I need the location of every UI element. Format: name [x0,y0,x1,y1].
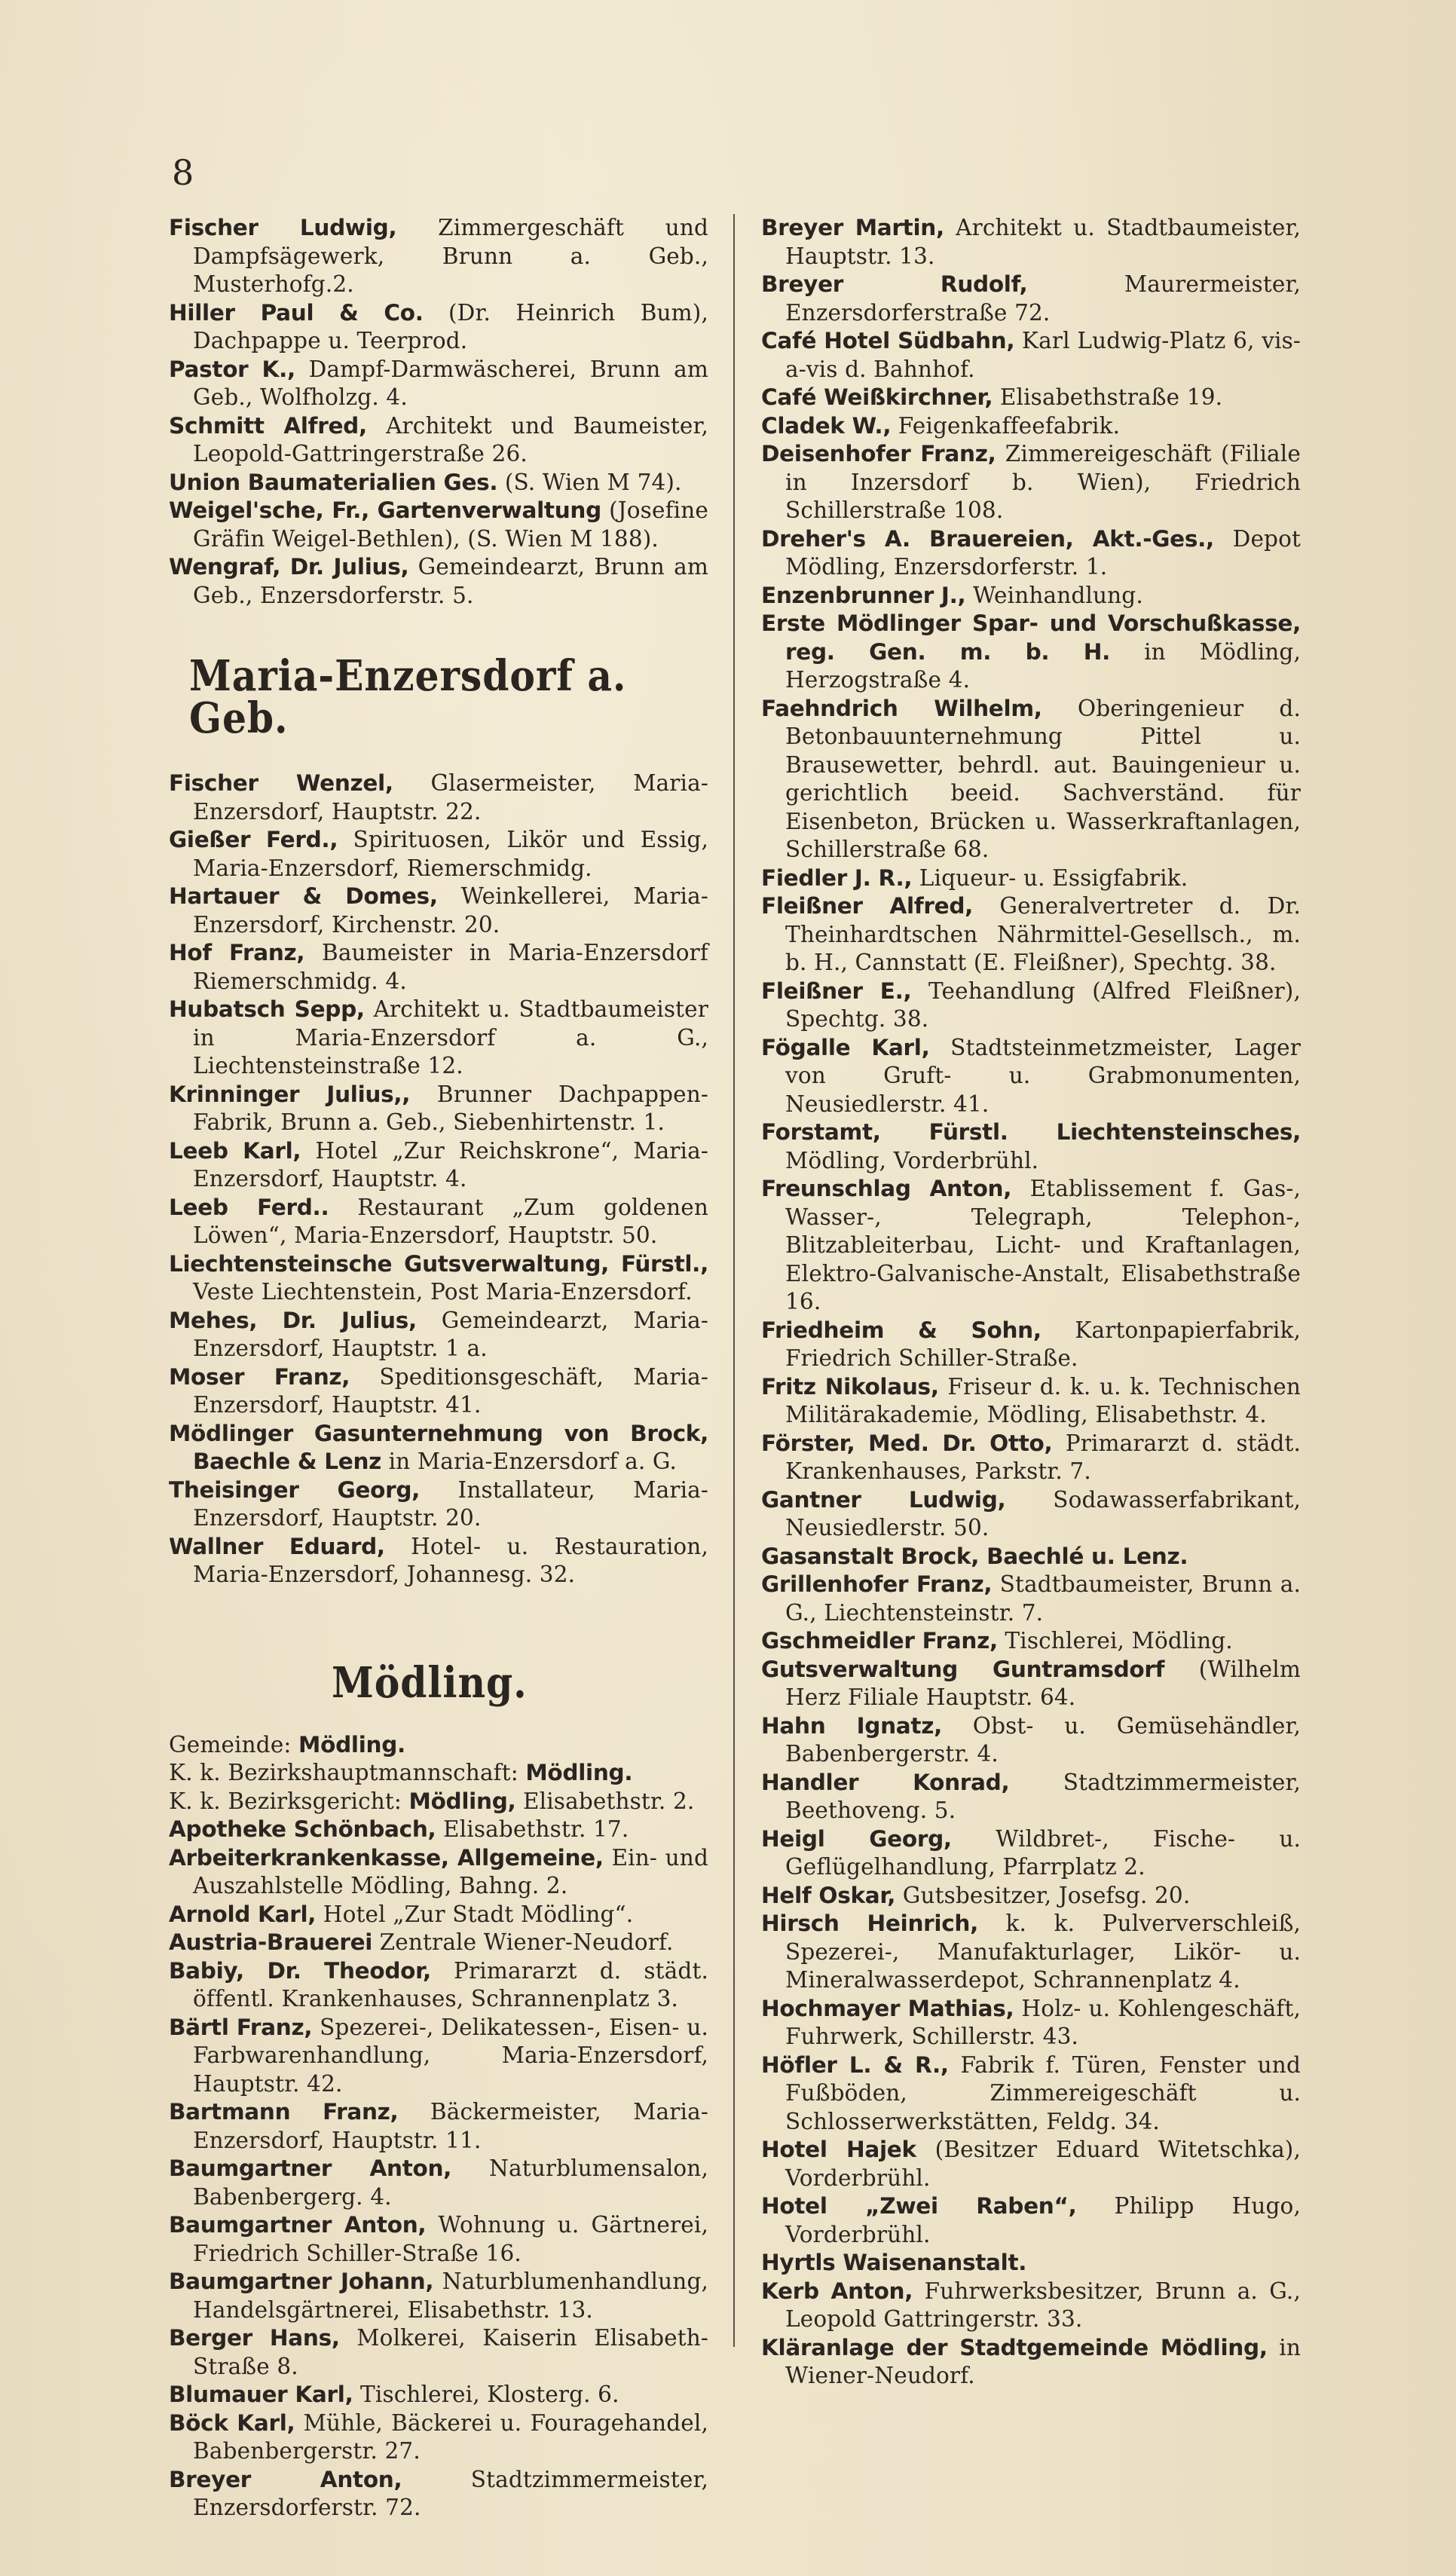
list-item [761,1627,1301,1656]
entry-name: Faehndrich Wilhelm, [761,695,1042,721]
list-item [761,2249,1301,2278]
right-column [761,214,1301,2391]
entry-details: Mödling, Vorderbrühl. [785,1147,1039,1173]
list-item [761,1118,1301,1175]
entry-details: Kartonpapierfabrik, Friedrich Schiller-Straße. [785,1317,1301,1371]
entry-name: Grillenhofer Franz, [761,1571,993,1597]
entry-name: Fleißner Alfred, [761,893,974,919]
entry-name: Café Hotel Südbahn, [761,328,1015,353]
entry-details: Architekt u. Stadtbaumeister, Hauptstr. 13. [785,215,1301,269]
list-item [761,864,1301,893]
list-item [169,1844,708,1901]
entry-name: Cladek W., [761,412,892,439]
list-item [169,553,708,610]
entry-details: Dampf-Darmwäscherei, Brunn am Geb., Wolfholzg. 4. [193,356,708,410]
list-item [169,412,708,469]
list-item [761,2051,1301,2137]
entry-details: Obst- u. Gemüsehändler, Babenbergerstr. 4. [785,1712,1301,1767]
list-item [169,497,708,553]
entry-details: Mühle, Bäckerei u. Fouragehandel, Babenbergerstr. 27. [193,2409,708,2464]
entry-name: Austria-Brauerei [169,1929,373,1955]
entry-details: Gemeindearzt, Brunn am Geb., Enzersdorferstr. 5. [193,554,708,608]
authority-label: K. k. Bezirkshauptmannschaft: [169,1760,526,1785]
list-item [169,2381,708,2409]
page-number: 8 [172,152,194,193]
entry-details: (Besitzer Eduard Witetschka), Vorderbrühl. [785,2137,1301,2191]
entry-name: Wallner Eduard, [169,1533,385,1559]
entry-name: Berger Hans, [169,2325,340,2351]
entry-details: Oberingenieur d. Betonbauunternehmung Pittel u. Brausewetter, behrdl. aut. Bauingenieur u. gerichtlich beeid. Sachverständ. für Eisenbeton, Brücken u. Wasserkraftanlagen, Schillerstraße 68. [785,695,1301,862]
entry-name: Breyer Rudolf, [761,271,1028,297]
entry-details: Speditionsgeschäft, Maria-Enzersdorf, Hauptstr. 41. [193,1363,708,1418]
list-item [761,327,1301,384]
entry-details: in Maria-Enzersdorf a. G. [381,1449,678,1474]
entry-details: Hotel „Zur Stadt Mödling“. [316,1901,634,1927]
entry-details: Installateur, Maria-Enzersdorf, Hauptstr. 20. [193,1476,709,1531]
list-item [169,1901,708,1929]
list-item [169,2324,708,2381]
list-item [761,1769,1301,1825]
column-divider [733,214,735,2347]
entry-name: Liechtensteinsche Gutsverwaltung, Fürstl., [169,1250,708,1277]
list-item [169,214,708,299]
list-item [169,769,708,826]
authority-line [169,1731,708,1760]
list-item [761,892,1301,977]
entry-name: Hyrtls Waisenanstalt. [761,2250,1027,2275]
entry-name: Baumgartner Johann, [169,2269,434,2294]
list-item [169,2466,708,2522]
list-item [169,2014,708,2099]
list-item [169,1420,708,1476]
list-item [169,1957,708,2014]
entry-details: Weinhandlung. [965,582,1143,608]
list-item [761,440,1301,525]
entry-details: Hotel- u. Restauration, Maria-Enzersdorf, Johannesg. 32. [193,1533,708,1587]
list-item [169,826,708,883]
entry-name: Kerb Anton, [761,2278,913,2304]
entry-details: Feigenkaffeefabrik. [891,412,1121,439]
list-item [761,214,1301,271]
entry-details: Primararzt d. städt. Krankenhauses, Parkstr. 7. [785,1430,1301,1484]
entry-name: Hochmayer Mathias, [761,1995,1014,2021]
list-item [169,2268,708,2324]
list-item [169,1929,708,1957]
list-item [761,1571,1301,1627]
list-item [169,2098,708,2155]
entry-details: Spezerei-, Delikatessen-, Eisen- u. Farbwarenhandlung, Maria-Enzersdorf, Hauptstr. 42. [193,2014,709,2097]
entry-details: (Josefine Gräfin Weigel-Bethlen), (S. Wien M 188). [193,497,708,552]
entry-name: Café Weißkirchner, [761,384,993,410]
entry-name: Fögalle Karl, [761,1034,930,1060]
entry-details: Wildbret-, Fische- u. Geflügelhandlung, Pfarrplatz 2. [785,1825,1302,1880]
list-item [761,1034,1301,1119]
entry-details: (S. Wien M 74). [497,469,682,495]
list-item [761,1430,1301,1486]
section-title-moedling: Mödling. [332,1657,528,1708]
entry-details: Architekt u. Stadtbaumeister in Maria-Enzersdorf a. G., Liechtensteinstraße 12. [193,996,708,1078]
intro-entries [169,214,708,610]
list-item [169,1081,708,1137]
authority-label: Gemeinde: [169,1731,299,1758]
authority-address: Elisabethstr. 2. [515,1788,695,1814]
entry-name: Deisenhofer Franz, [761,441,996,467]
entry-details: Fuhrwerksbesitzer, Brunn a. G., Leopold Gattringerstr. 33. [785,2278,1301,2332]
entry-name: Höfler L. & R., [761,2051,949,2078]
entry-name: Hartauer & Domes, [169,883,438,909]
entry-details: Zimmergeschäft und Dampfsägewerk, Brunn a. Geb., Musterhofg.2. [193,215,708,297]
list-item [169,1476,708,1533]
list-item [761,695,1301,864]
entry-details: (Dr. Heinrich Bum), Dachpappe u. Teerprod. [193,299,708,353]
entry-details: Elisabethstr. 17. [436,1816,629,1842]
entry-details: Ein- und Auszahlstelle Mödling, Bahng. 2. [193,1844,708,1898]
entry-name: Blumauer Karl, [169,2382,353,2407]
entry-details: Bäckermeister, Maria-Enzersdorf, Hauptstr. 11. [193,2099,708,2153]
list-item [761,977,1301,1034]
entry-name: Schmitt Alfred, [169,412,367,439]
authority-label: K. k. Bezirksgericht: [169,1788,409,1814]
list-item [169,1307,708,1363]
entry-name: Forstamt, Fürstl. Liechtensteinsches, [761,1119,1301,1145]
list-item [761,582,1301,610]
entry-name: Fischer Wenzel, [169,770,393,796]
authority-place: Mödling, [408,1788,516,1814]
list-item [761,1656,1301,1712]
entry-name: Gantner Ludwig, [761,1486,1006,1513]
entry-name: Friedheim & Sohn, [761,1317,1042,1343]
entry-details: Architekt und Baumeister, Leopold-Gattringerstraße 26. [193,412,709,467]
entry-name: Gießer Ferd., [169,827,338,852]
authority-place: Mödling. [298,1731,405,1758]
entry-details: Stadtsteinmetzmeister, Lager von Gruft- u. Grabmonumenten, Neusiedlerstr. 41. [785,1034,1302,1117]
list-item [169,356,708,412]
entry-name: Hiller Paul & Co. [169,299,424,326]
list-item [761,1317,1301,1373]
entry-details: Friseur d. k. u. k. Technischen Militärakademie, Mödling, Elisabethstr. 4. [785,1373,1302,1427]
entry-name: Theisinger Georg, [169,1476,421,1503]
entry-name: Heigl Georg, [761,1825,952,1852]
entry-details: Tischlerei, Klosterg. 6. [353,2382,619,2407]
entry-details: Maurermeister, Enzersdorferstraße 72. [785,271,1301,326]
entry-details: Brunner Dachpappen-Fabrik, Brunn a. Geb., Siebenhirtenstr. 1. [193,1081,708,1135]
entry-details: Generalvertreter d. Dr. Theinhardtschen Nährmittel-Gesellsch., m. b. H., Cannstatt (E. Fleißner), Spechtg. 38. [785,893,1301,975]
list-item [761,1910,1301,1995]
list-item [169,1533,708,1589]
entry-details: Zentrale Wiener-Neudorf. [372,1929,674,1955]
entry-name: Fiedler J. R., [761,864,913,891]
entry-details: Gutsbesitzer, Josefsg. 20. [895,1882,1191,1908]
entry-name: Arnold Karl, [169,1901,317,1927]
entry-name: Breyer Anton, [169,2466,402,2492]
list-item [761,1825,1301,1882]
entry-details: Glasermeister, Maria-Enzersdorf, Hauptstr. 22. [193,770,708,825]
entry-name: Hirsch Heinrich, [761,1911,979,1936]
entry-details: Molkerei, Kaiserin Elisabeth-Straße 8. [193,2325,709,2379]
entry-name: Fritz Nikolaus, [761,1373,939,1400]
entry-name: Baumgartner Anton, [169,2212,427,2238]
list-item [169,299,708,356]
entry-details: Stadtzimmermeister, Beethoveng. 5. [785,1769,1302,1823]
entry-name: Apotheke Schönbach, [169,1816,436,1842]
entry-name: Gschmeidler Franz, [761,1628,998,1654]
entry-details: in Wiener-Neudorf. [785,2334,1301,2388]
entry-name: Hof Franz, [169,940,305,965]
list-item [761,271,1301,327]
authority-place: Mödling. [525,1760,633,1785]
list-item [169,939,708,996]
entry-name: Union Baumaterialien Ges. [169,469,498,495]
entry-details: Veste Liechtenstein, Post Maria-Enzersdorf. [193,1279,693,1305]
entry-details: Hotel „Zur Reichskrone“, Maria-Enzersdorf, Hauptstr. 4. [193,1137,708,1192]
entry-details: Karl Ludwig-Platz 6, vis-a-vis d. Bahnhof. [785,328,1301,382]
entry-name: Arbeiterkrankenkasse, Allgemeine, [169,1844,604,1871]
entry-name: Breyer Martin, [761,215,944,240]
list-item [169,469,708,497]
list-item [761,1486,1301,1543]
entry-name: Krinninger Julius,, [169,1081,411,1107]
list-item [761,2278,1301,2334]
authority-line [169,1759,708,1788]
entry-details: Gemeindearzt, Maria-Enzersdorf, Hauptstr. 1 a. [193,1307,708,1361]
entry-name: Hotel Hajek [761,2137,916,2162]
entry-details: Spirituosen, Likör und Essig, Maria-Enzersdorf, Riemerschmidg. [193,827,708,881]
entry-name: Baumgartner Anton, [169,2155,452,2181]
list-item [169,1250,708,1307]
authority-line [169,1788,708,1816]
list-item [169,2409,708,2466]
entry-name: Pastor K., [169,356,295,382]
list-item [761,1175,1301,1317]
entry-details: Wohnung u. Gärtnerei, Friedrich Schiller-Straße 16. [193,2212,708,2266]
list-item [761,412,1301,441]
entry-details: Fabrik f. Türen, Fenster und Fußböden, Zimmereigeschäft u. Schlosserwerkstätten, Feldg. 34. [785,2051,1301,2134]
entry-details: Naturblumenhandlung, Handelsgärtnerei, Elisabethstr. 13. [193,2269,708,2323]
list-item [169,996,708,1081]
entry-name: Dreher's A. Brauereien, Akt.-Ges., [761,525,1214,552]
entry-details: Stadtzimmermeister, Enzersdorferstr. 72. [193,2466,709,2520]
entry-details: Philipp Hugo, Vorderbrühl. [785,2193,1301,2247]
entry-details: (Wilhelm Herz Filiale Hauptstr. 64. [785,1656,1301,1710]
entry-name: Weigel'sche, Fr., Gartenverwaltung [169,497,601,523]
entry-name: Helf Oskar, [761,1882,896,1908]
entry-name: Babiy, Dr. Theodor, [169,1957,431,1984]
list-item [169,2211,708,2268]
entry-name: Gasanstalt Brock, Baechlé u. Lenz. [761,1543,1188,1569]
entry-name: Kläranlage der Stadtgemeinde Mödling, [761,2334,1268,2360]
entry-name: Moser Franz, [169,1363,350,1390]
entry-details: Etablissement f. Gas-, Wasser-, Telegraph, Telephon-, Blitzableiterbau, Licht- und Kraftanlagen, Elektro-Galvanische-Anstalt, Elisabethstraße 16. [785,1176,1301,1314]
entry-details: Weinkellerei, Maria-Enzersdorf, Kirchenstr. 20. [193,883,708,938]
list-item [169,1194,708,1250]
entry-name: Erste Mödlinger Spar- und Vorschußkasse, reg. Gen. m. b. H. [761,610,1301,665]
list-item [761,2136,1301,2192]
list-item [761,525,1301,582]
list-item [761,2334,1301,2391]
entry-name: Fischer Ludwig, [169,215,397,240]
list-item [761,1882,1301,1911]
entry-name: Freunschlag Anton, [761,1176,1012,1201]
entry-details: in Mödling, Herzogstraße 4. [785,638,1301,693]
entry-details: k. k. Pulververschleiß, Spezerei-, Manufakturlager, Likör- u. Mineralwasserdepot, Schrannenplatz 4. [785,1911,1301,1993]
entry-name: Leeb Karl, [169,1137,301,1164]
entry-details: Teehandlung (Alfred Fleißner), Spechtg. 38. [785,977,1301,1032]
list-item [761,610,1301,695]
entry-details: Primararzt d. städt. öffentl. Krankenhauses, Schrannenplatz 3. [193,1957,708,2012]
entry-name: Fleißner E., [761,977,912,1004]
entry-details: Depot Mödling, Enzersdorferstr. 1. [785,525,1301,580]
entry-name: Mödlinger Gasunternehmung von Brock, Baechle & Lenz [169,1420,708,1474]
section-maria-enzersdorf-entries [169,769,708,1589]
list-item [761,1712,1301,1769]
entry-name: Hahn Ignatz, [761,1712,942,1739]
entry-details: Baumeister in Maria-Enzersdorf Riemerschmidg. 4. [193,940,708,994]
list-item [761,2192,1301,2249]
section-title-maria-enzersdorf: Maria-Enzersdorf a. Geb. [189,651,627,743]
entry-name: Bartmann Franz, [169,2099,399,2125]
entry-details: Restaurant „Zum goldenen Löwen“, Maria-Enzersdorf, Hauptstr. 50. [193,1194,708,1248]
entry-name: Handler Konrad, [761,1769,1010,1795]
entry-name: Leeb Ferd.. [169,1194,329,1220]
list-item [169,1816,708,1844]
list-item [169,1363,708,1420]
entry-details: Elisabethstraße 19. [993,384,1223,410]
list-item [761,1373,1301,1430]
entry-details: Tischlerei, Mödling. [997,1628,1233,1654]
list-item [761,1543,1301,1571]
left-column [169,214,708,2522]
entry-details: Holz- u. Kohlengeschäft, Fuhrwerk, Schillerstr. 43. [785,1995,1301,2049]
entry-details: Zimmereigeschäft (Filiale in Inzersdorf b. Wien), Friedrich Schillerstraße 108. [785,441,1301,523]
list-item [169,2155,708,2211]
list-item [169,1137,708,1194]
entry-name: Wengraf, Dr. Julius, [169,554,409,580]
entry-name: Bärtl Franz, [169,2014,313,2040]
section-moedling-entries [169,1816,708,2522]
entry-details: Sodawasserfabrikant, Neusiedlerstr. 50. [785,1486,1301,1540]
section-moedling-header [169,1731,708,1816]
entry-details: Naturblumensalon, Babenbergerg. 4. [193,2155,708,2210]
entry-details: Stadtbaumeister, Brunn a. G., Liechtensteinstr. 7. [785,1571,1301,1626]
entry-name: Böck Karl, [169,2409,295,2436]
entry-name: Hubatsch Sepp, [169,996,365,1022]
entry-name: Förster, Med. Dr. Otto, [761,1430,1053,1456]
list-item [169,883,708,939]
entry-name: Enzenbrunner J., [761,582,966,608]
list-item [761,384,1301,412]
entry-details: Liqueur- u. Essigfabrik. [912,864,1188,891]
entry-name: Hotel „Zwei Raben“, [761,2193,1077,2219]
entry-name: Gutsverwaltung Guntramsdorf [761,1656,1165,1682]
list-item [761,1995,1301,2051]
entry-name: Mehes, Dr. Julius, [169,1307,417,1333]
